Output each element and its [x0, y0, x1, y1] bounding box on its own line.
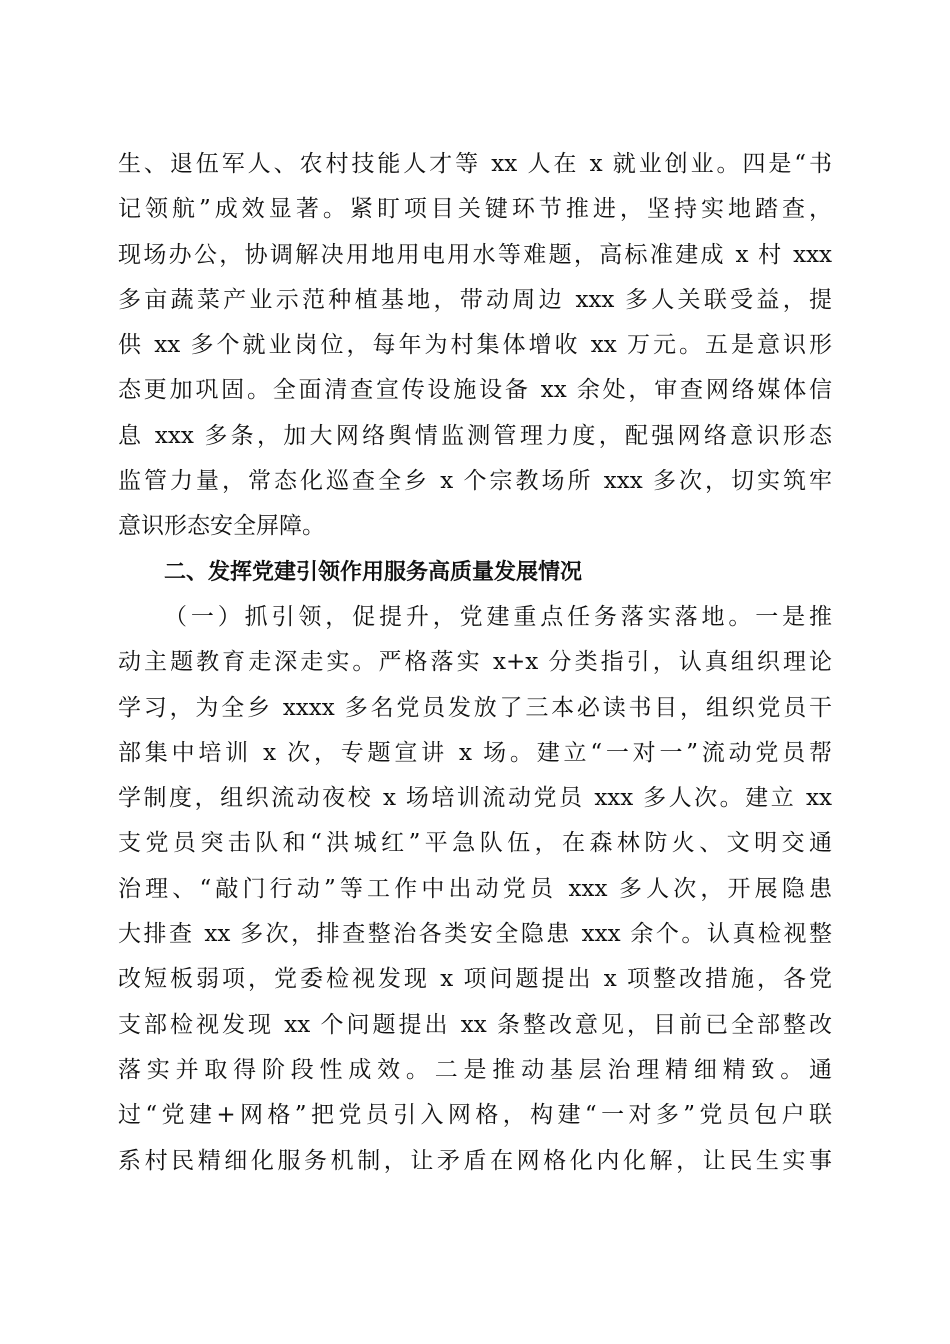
text-line: 治理、“敲门行动”等工作中出动党员 xxx 多人次，开展隐患 [118, 875, 832, 902]
text-line: 系村民精细化服务机制，让矛盾在网格化内化解，让民生实事 [118, 1147, 832, 1174]
text-line: 部集中培训 x 次，专题宣讲 x 场。建立“一对一”流动党员帮 [118, 739, 833, 766]
text-line: 过“党建+网格”把党员引入网格，构建“一对多”党员包户联 [118, 1102, 832, 1129]
text-line: 学制度，组织流动夜校 x 场培训流动党员 xxx 多人次。建立 xx [118, 785, 832, 812]
text-line: 多亩蔬菜产业示范种植基地，带动周边 xxx 多人关联受益，提 [118, 286, 832, 313]
text-line: 支部检视发现 xx 个问题提出 xx 条整改意见，目前已全部整改 [118, 1011, 832, 1038]
text-line: 记领航”成效显著。紧盯项目关键环节推进，坚持实地踏查， [118, 196, 832, 223]
paragraph-2 [118, 595, 832, 1184]
text-line: 息 xxx 多条，加大网络舆情监测管理力度，配强网络意识形态 [118, 422, 832, 449]
text-line: 态更加巩固。全面清查宣传设施设备 xx 余处，审查网络媒体信 [118, 377, 832, 404]
document-body [118, 142, 832, 1184]
text-line: 落实并取得阶段性成效。二是推动基层治理精细精致。通 [118, 1056, 832, 1083]
text-line: 监管力量，常态化巡查全乡 x 个宗教场所 xxx 多次，切实筑牢 [118, 468, 832, 495]
text-line: 大排查 xx 多次，排查整治各类安全隐患 xxx 余个。认真检视整 [118, 921, 832, 948]
paragraph-1 [118, 142, 832, 550]
text-line: 学习，为全乡 xxxx 多名党员发放了三本必读书目，组织党员干 [118, 694, 832, 721]
text-line: 支党员突击队和“洪城红”平急队伍，在森林防火、文明交通 [118, 830, 832, 857]
text-line: （一）抓引领，促提升，党建重点任务落实落地。一是推 [164, 603, 832, 630]
text-line: 现场办公，协调解决用地用电用水等难题，高标准建成 x 村 xxx [118, 241, 832, 268]
section-heading: 二、发挥党建引领作用服务高质量发展情况 [164, 559, 583, 585]
text-line: 动主题教育走深走实。严格落实 x+x 分类指引，认真组织理论 [118, 649, 832, 676]
text-line: 改短板弱项，党委检视发现 x 项问题提出 x 项整改措施，各党 [118, 966, 832, 993]
text-line: 供 xx 多个就业岗位，每年为村集体增收 xx 万元。五是意识形 [118, 332, 832, 359]
text-line: 意识形态安全屏障。 [118, 513, 325, 540]
text-line: 生、退伍军人、农村技能人才等 xx 人在 x 就业创业。四是“书 [118, 151, 832, 177]
